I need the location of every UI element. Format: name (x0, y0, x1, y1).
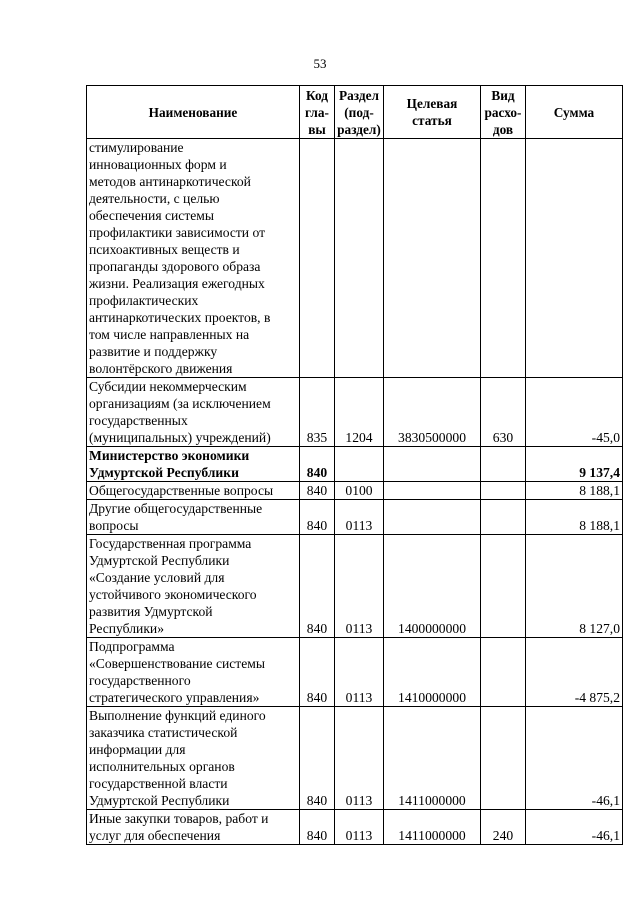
row-target: 1410000000 (384, 638, 481, 707)
header-name: Наименование (87, 86, 300, 139)
header-code: Код гла- вы (300, 86, 335, 139)
table-row (87, 139, 623, 378)
table-row (87, 638, 623, 707)
row-name: Подпрограмма «Совершенствование системы государственного стратегического управления» (87, 638, 300, 707)
table-body (87, 139, 623, 845)
row-type (481, 638, 526, 707)
table-header-row (87, 86, 623, 139)
row-type (481, 707, 526, 810)
table-row (87, 810, 623, 845)
row-name: Иные закупки товаров, работ и услуг для обеспечения (87, 810, 300, 845)
row-name: Выполнение функций единого заказчика статистической информации для исполнительных органов государственной власти Удмуртской Республики (87, 707, 300, 810)
row-code: 840 (300, 482, 335, 500)
table-row (87, 447, 623, 482)
row-code: 840 (300, 500, 335, 535)
header-type: Вид расхо- дов (481, 86, 526, 139)
row-target (384, 482, 481, 500)
row-target: 1400000000 (384, 535, 481, 638)
row-target: 1411000000 (384, 707, 481, 810)
table-row (87, 482, 623, 500)
row-name: Общегосударственные вопросы (87, 482, 300, 500)
row-sum: -4 875,2 (526, 638, 623, 707)
header-section: Раздел (под- раздел) (335, 86, 384, 139)
row-section: 0113 (335, 638, 384, 707)
table-row (87, 535, 623, 638)
row-section: 0113 (335, 707, 384, 810)
row-name: Министерство экономики Удмуртской Республики (87, 447, 300, 482)
row-target (384, 139, 481, 378)
row-code: 840 (300, 810, 335, 845)
row-code (300, 139, 335, 378)
row-sum: -46,1 (526, 707, 623, 810)
row-type (481, 139, 526, 378)
table-row (87, 378, 623, 447)
row-sum: -46,1 (526, 810, 623, 845)
row-section (335, 447, 384, 482)
row-section: 0113 (335, 535, 384, 638)
row-target: 3830500000 (384, 378, 481, 447)
row-code: 840 (300, 638, 335, 707)
row-section: 0113 (335, 810, 384, 845)
row-code: 835 (300, 378, 335, 447)
row-code: 840 (300, 707, 335, 810)
row-section (335, 139, 384, 378)
row-code: 840 (300, 535, 335, 638)
header-target: Целевая статья (384, 86, 481, 139)
row-type: 240 (481, 810, 526, 845)
table-row (87, 500, 623, 535)
row-type (481, 447, 526, 482)
header-sum: Сумма (526, 86, 623, 139)
budget-table (86, 85, 623, 845)
row-section: 0100 (335, 482, 384, 500)
row-type (481, 500, 526, 535)
row-type (481, 482, 526, 500)
row-type (481, 535, 526, 638)
row-section: 0113 (335, 500, 384, 535)
table-row (87, 707, 623, 810)
row-sum: 8 188,1 (526, 500, 623, 535)
row-sum: -45,0 (526, 378, 623, 447)
row-sum: 9 137,4 (526, 447, 623, 482)
row-target (384, 447, 481, 482)
row-type: 630 (481, 378, 526, 447)
row-name: Субсидии некоммерческим организациям (за исключением государственных (муниципальных) учреждений) (87, 378, 300, 447)
row-sum: 8 127,0 (526, 535, 623, 638)
row-name: стимулирование инновационных форм и методов антинаркотической деятельности, с целью обеспечения системы профилактики зависимости от психоактивных веществ и пропаганды здорового образа жизни. Реализация ежегодных профилактических антинаркотических проектов, в том числе направленных на развитие и поддержку волонтёрского движения (87, 139, 300, 378)
row-section: 1204 (335, 378, 384, 447)
row-name: Государственная программа Удмуртской Республики «Создание условий для устойчивого экономического развития Удмуртской Республики» (87, 535, 300, 638)
row-name: Другие общегосударственные вопросы (87, 500, 300, 535)
row-target (384, 500, 481, 535)
row-code: 840 (300, 447, 335, 482)
row-sum (526, 139, 623, 378)
row-target: 1411000000 (384, 810, 481, 845)
row-sum: 8 188,1 (526, 482, 623, 500)
page-number: 53 (313, 56, 327, 71)
